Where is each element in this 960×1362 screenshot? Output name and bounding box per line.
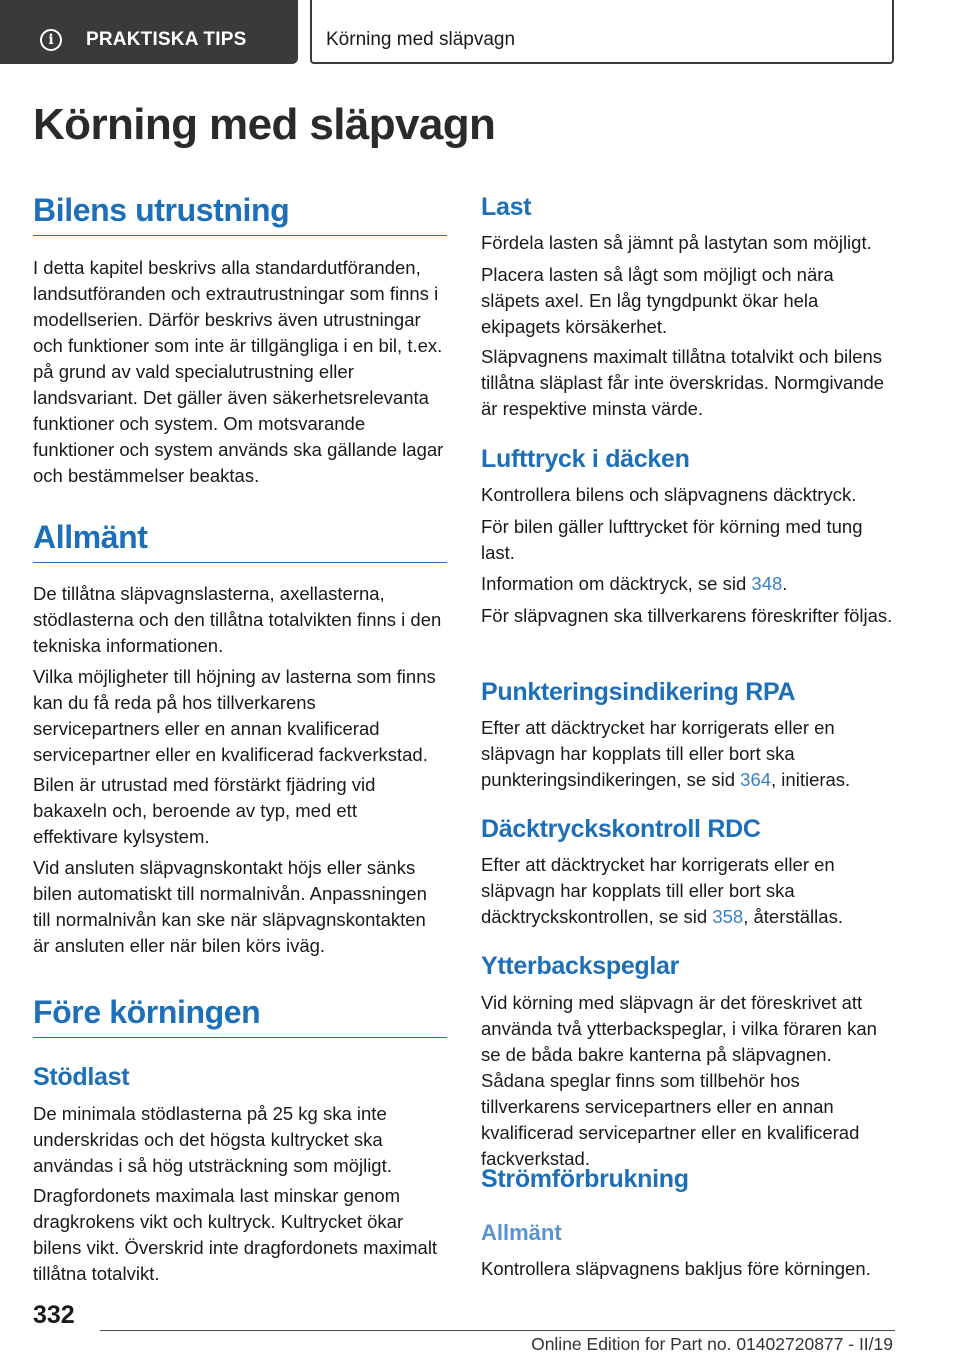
heading-allmant: Allmänt [33,519,447,563]
footer-divider [100,1330,895,1331]
paragraph: För släpvagnen ska tillverkarens föreskrifter följas. [481,605,893,626]
chapter-box [310,0,894,64]
text: . [782,573,788,594]
text: , initieras. [771,769,851,790]
heading-dacktryckskontroll: Däcktryckskontroll RDC [481,815,761,843]
paragraph: Vid körning med släpvagn är det föreskrivet att använda två ytterbackspeglar, i vilka föraren kan se de båda bakre kanterna på släpvagnen. Sådana speglar finns som tillbehör hos tillverkarens servicepartners eller en annan kvalificerad servicepartner eller en kvalificerad fackverkstad. [481,992,877,1169]
paragraph: De tillåtna släpvagnslasterna, axellasterna, stödlasterna och den tillåtna totalvikten finns i den tekniska informationen. [33,583,442,656]
section-label: PRAKTISKA TIPS [86,29,247,50]
heading-ytterbackspeglar: Ytterbackspeglar [481,952,680,980]
paragraph: Släpvagnens maximalt tillåtna totalvikt och bilens tillåtna släplast får inte överskridas. Normgivande är respektive minsta värde. [481,346,885,419]
page-header [0,0,960,66]
paragraph: Kontrollera släpvagnens bakljus före körningen. [481,1258,871,1279]
heading-stromforbrukning: Strömförbrukning [481,1165,689,1193]
chapter-label: Körning med släpvagn [326,29,516,50]
paragraph: Vilka möjligheter till höjning av lasterna som finns kan du få reda på hos tillverkarens servicepartners eller en annan kvalificerad servicepartner eller en kvalificerad fackverkstad. [33,666,436,765]
page-number: 332 [33,1301,75,1329]
text: Information om däcktryck, se sid [481,573,752,594]
paragraph: De minimala stödlasterna på 25 kg ska inte underskridas och det högsta kultrycket ska användas i så hög utsträckning som möjligt. [33,1103,392,1176]
paragraph: För bilen gäller lufttrycket för körning med tung last. [481,516,863,563]
paragraph: Fördela lasten så jämnt på lastytan som möjligt. [481,232,872,253]
page-link-348[interactable]: 348 [751,573,783,594]
footer-edition: Online Edition for Part no. 01402720877 - II/19 [531,1334,893,1354]
paragraph: Bilen är utrustad med förstärkt fjädring vid bakaxeln och, beroende av typ, med ett effektivare kylsystem. [33,774,376,847]
paragraph: Vid ansluten släpvagnskontakt höjs eller sänks bilen automatiskt till normalnivån. Anpassningen till normalnivån kan ske när släpvagnskontakten är ansluten eller när bilen körs iväg. [33,857,427,956]
paragraph [481,571,893,597]
text: Efter att däcktrycket har korrigerats eller en släpvagn har kopplats till eller bort ska däcktryckskontrollen, se sid [481,854,835,927]
paragraph [481,852,893,930]
heading-fore-korningen: Före körningen [33,994,447,1038]
heading-lufttryck: Lufttryck i däcken [481,445,690,473]
page-link-358[interactable]: 358 [712,906,744,927]
info-icon: i [40,29,62,51]
heading-allmant-sub: Allmänt [481,1220,562,1245]
heading-stodlast: Stödlast [33,1063,130,1091]
text: Efter att däcktrycket har korrigerats eller en släpvagn har kopplats till eller bort ska punkteringsindikeringen, se sid [481,717,835,790]
paragraph: Dragfordonets maximala last minskar genom dragkrokens vikt och kultryck. Kultrycket ökar bilens vikt. Överskrid inte dragfordonets maximalt tillåtna totalvikt. [33,1185,438,1284]
paragraph [481,715,893,793]
heading-last: Last [481,193,532,221]
paragraph: Kontrollera bilens och släpvagnens däcktryck. [481,484,857,505]
heading-bilens-utrustning: Bilens utrustning [33,192,447,236]
section-tab [0,0,298,64]
paragraph: Placera lasten så lågt som möjligt och nära släpets axel. En låg tyngdpunkt ökar hela ekipagets körsäkerhet. [481,264,834,337]
paragraph: I detta kapitel beskrivs alla standardutföranden, landsutföranden och extrautrustningar som finns i modellserien. Därför beskrivs även utrustningar och funktioner som inte är tillgängliga i en bil, t.ex. på grund av vald specialutrustning eller landsvariant. Det gäller även säkerhetsrelevanta funktioner och system. Om motsvarande funktioner och system används ska gällande lagar och bestämmelser beaktas. [33,257,444,486]
page-link-364[interactable]: 364 [740,769,772,790]
heading-punkteringsindikering: Punkteringsindikering RPA [481,678,796,706]
text: , återställas. [743,906,843,927]
page-title: Körning med släpvagn [33,100,496,149]
